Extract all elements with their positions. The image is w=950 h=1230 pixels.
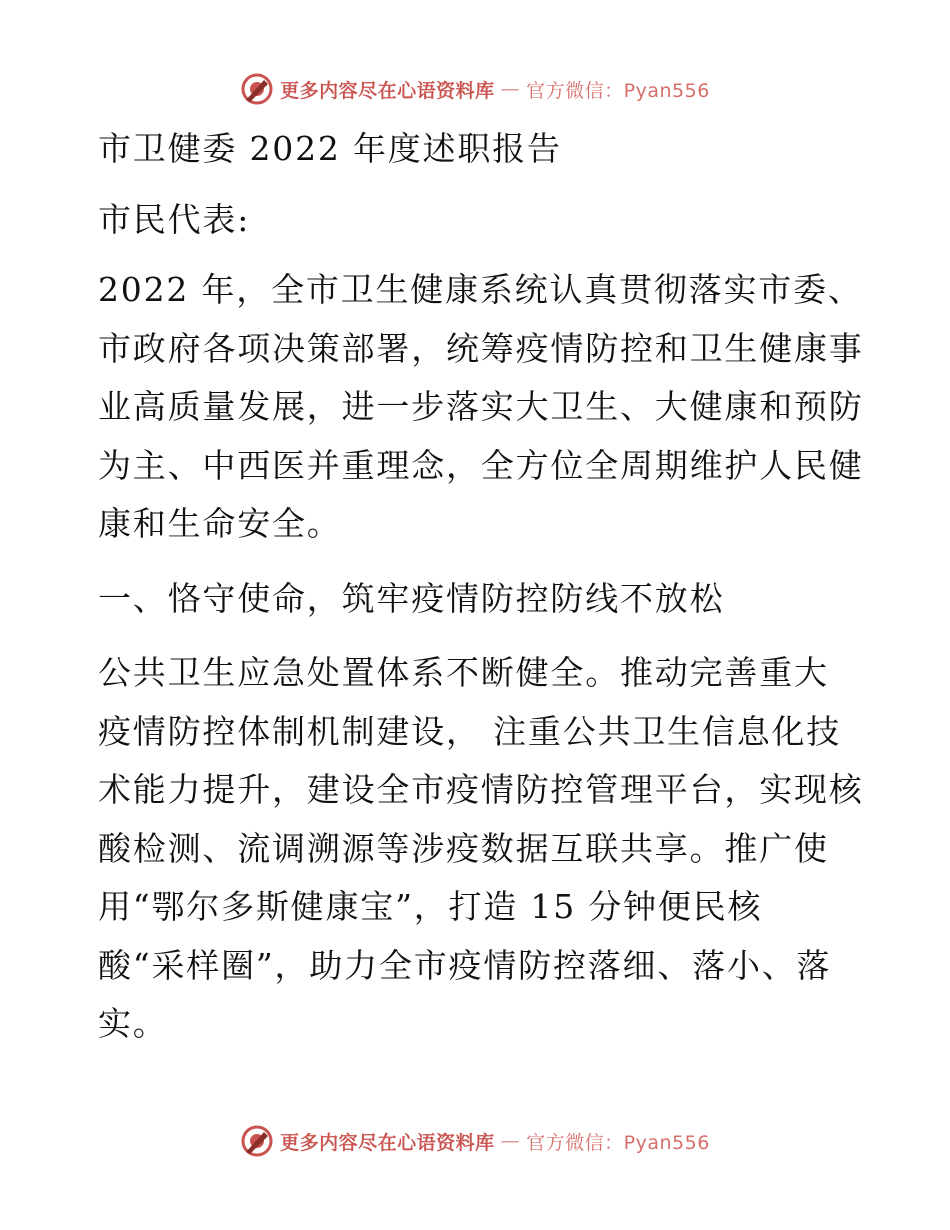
paragraph-line: 2022 年，全市卫生健康系统认真贯彻落实市委、 (98, 270, 863, 309)
watermark-text: 更多内容尽在心语资料库 (280, 1131, 495, 1154)
watermark-suffix: 官方微信：Pyan556 (526, 1131, 710, 1154)
watermark-separator: — (500, 78, 521, 100)
paragraph-line: 市政府各项决策部署，统筹疫情防控和卫生健康事 (98, 328, 864, 368)
paragraph-line: 康和生命安全。 (98, 504, 342, 543)
paragraph-line: 酸检测、流调溯源等涉疫数据互联共享。推广使 (98, 828, 829, 868)
section-paragraph (98, 644, 864, 1054)
paragraph-line: 实。 (98, 1004, 168, 1043)
paragraph-line: 公共卫生应急处置体系不断健全。推动完善重大 (98, 653, 829, 692)
document-title: 市卫健委 2022 年度述职报告 (98, 129, 562, 168)
watermark-suffix: 官方微信：Pyan556 (526, 79, 710, 102)
paragraph-line: 用“鄂尔多斯健康宝”，打造 15 分钟便民核 (98, 887, 763, 926)
section-heading: 一、恪守使命，筑牢疫情防控防线不放松 (98, 578, 725, 618)
header-watermark (0, 72, 950, 106)
paragraph-line: 酸“采样圈”，助力全市疫情防控落细、落小、落 (98, 945, 832, 985)
footer-watermark (0, 1124, 950, 1158)
watermark-text: 更多内容尽在心语资料库 (280, 79, 495, 102)
salutation: 市民代表: (98, 199, 251, 239)
paragraph-line: 疫情防控体制机制建设， 注重公共卫生信息化技 (98, 711, 842, 751)
paragraph-line: 业高质量发展，进一步落实大卫生、大健康和预防 (98, 387, 864, 426)
paragraph-line: 为主、中西医并重理念，全方位全周期维护人民健 (98, 445, 864, 485)
watermark-separator: — (500, 1130, 521, 1152)
document-body (98, 120, 864, 1054)
intro-paragraph (98, 261, 864, 554)
pen-logo-icon (240, 1124, 274, 1158)
pen-logo-icon (240, 72, 274, 106)
paragraph-line: 术能力提升，建设全市疫情防控管理平台，实现核 (98, 770, 864, 809)
